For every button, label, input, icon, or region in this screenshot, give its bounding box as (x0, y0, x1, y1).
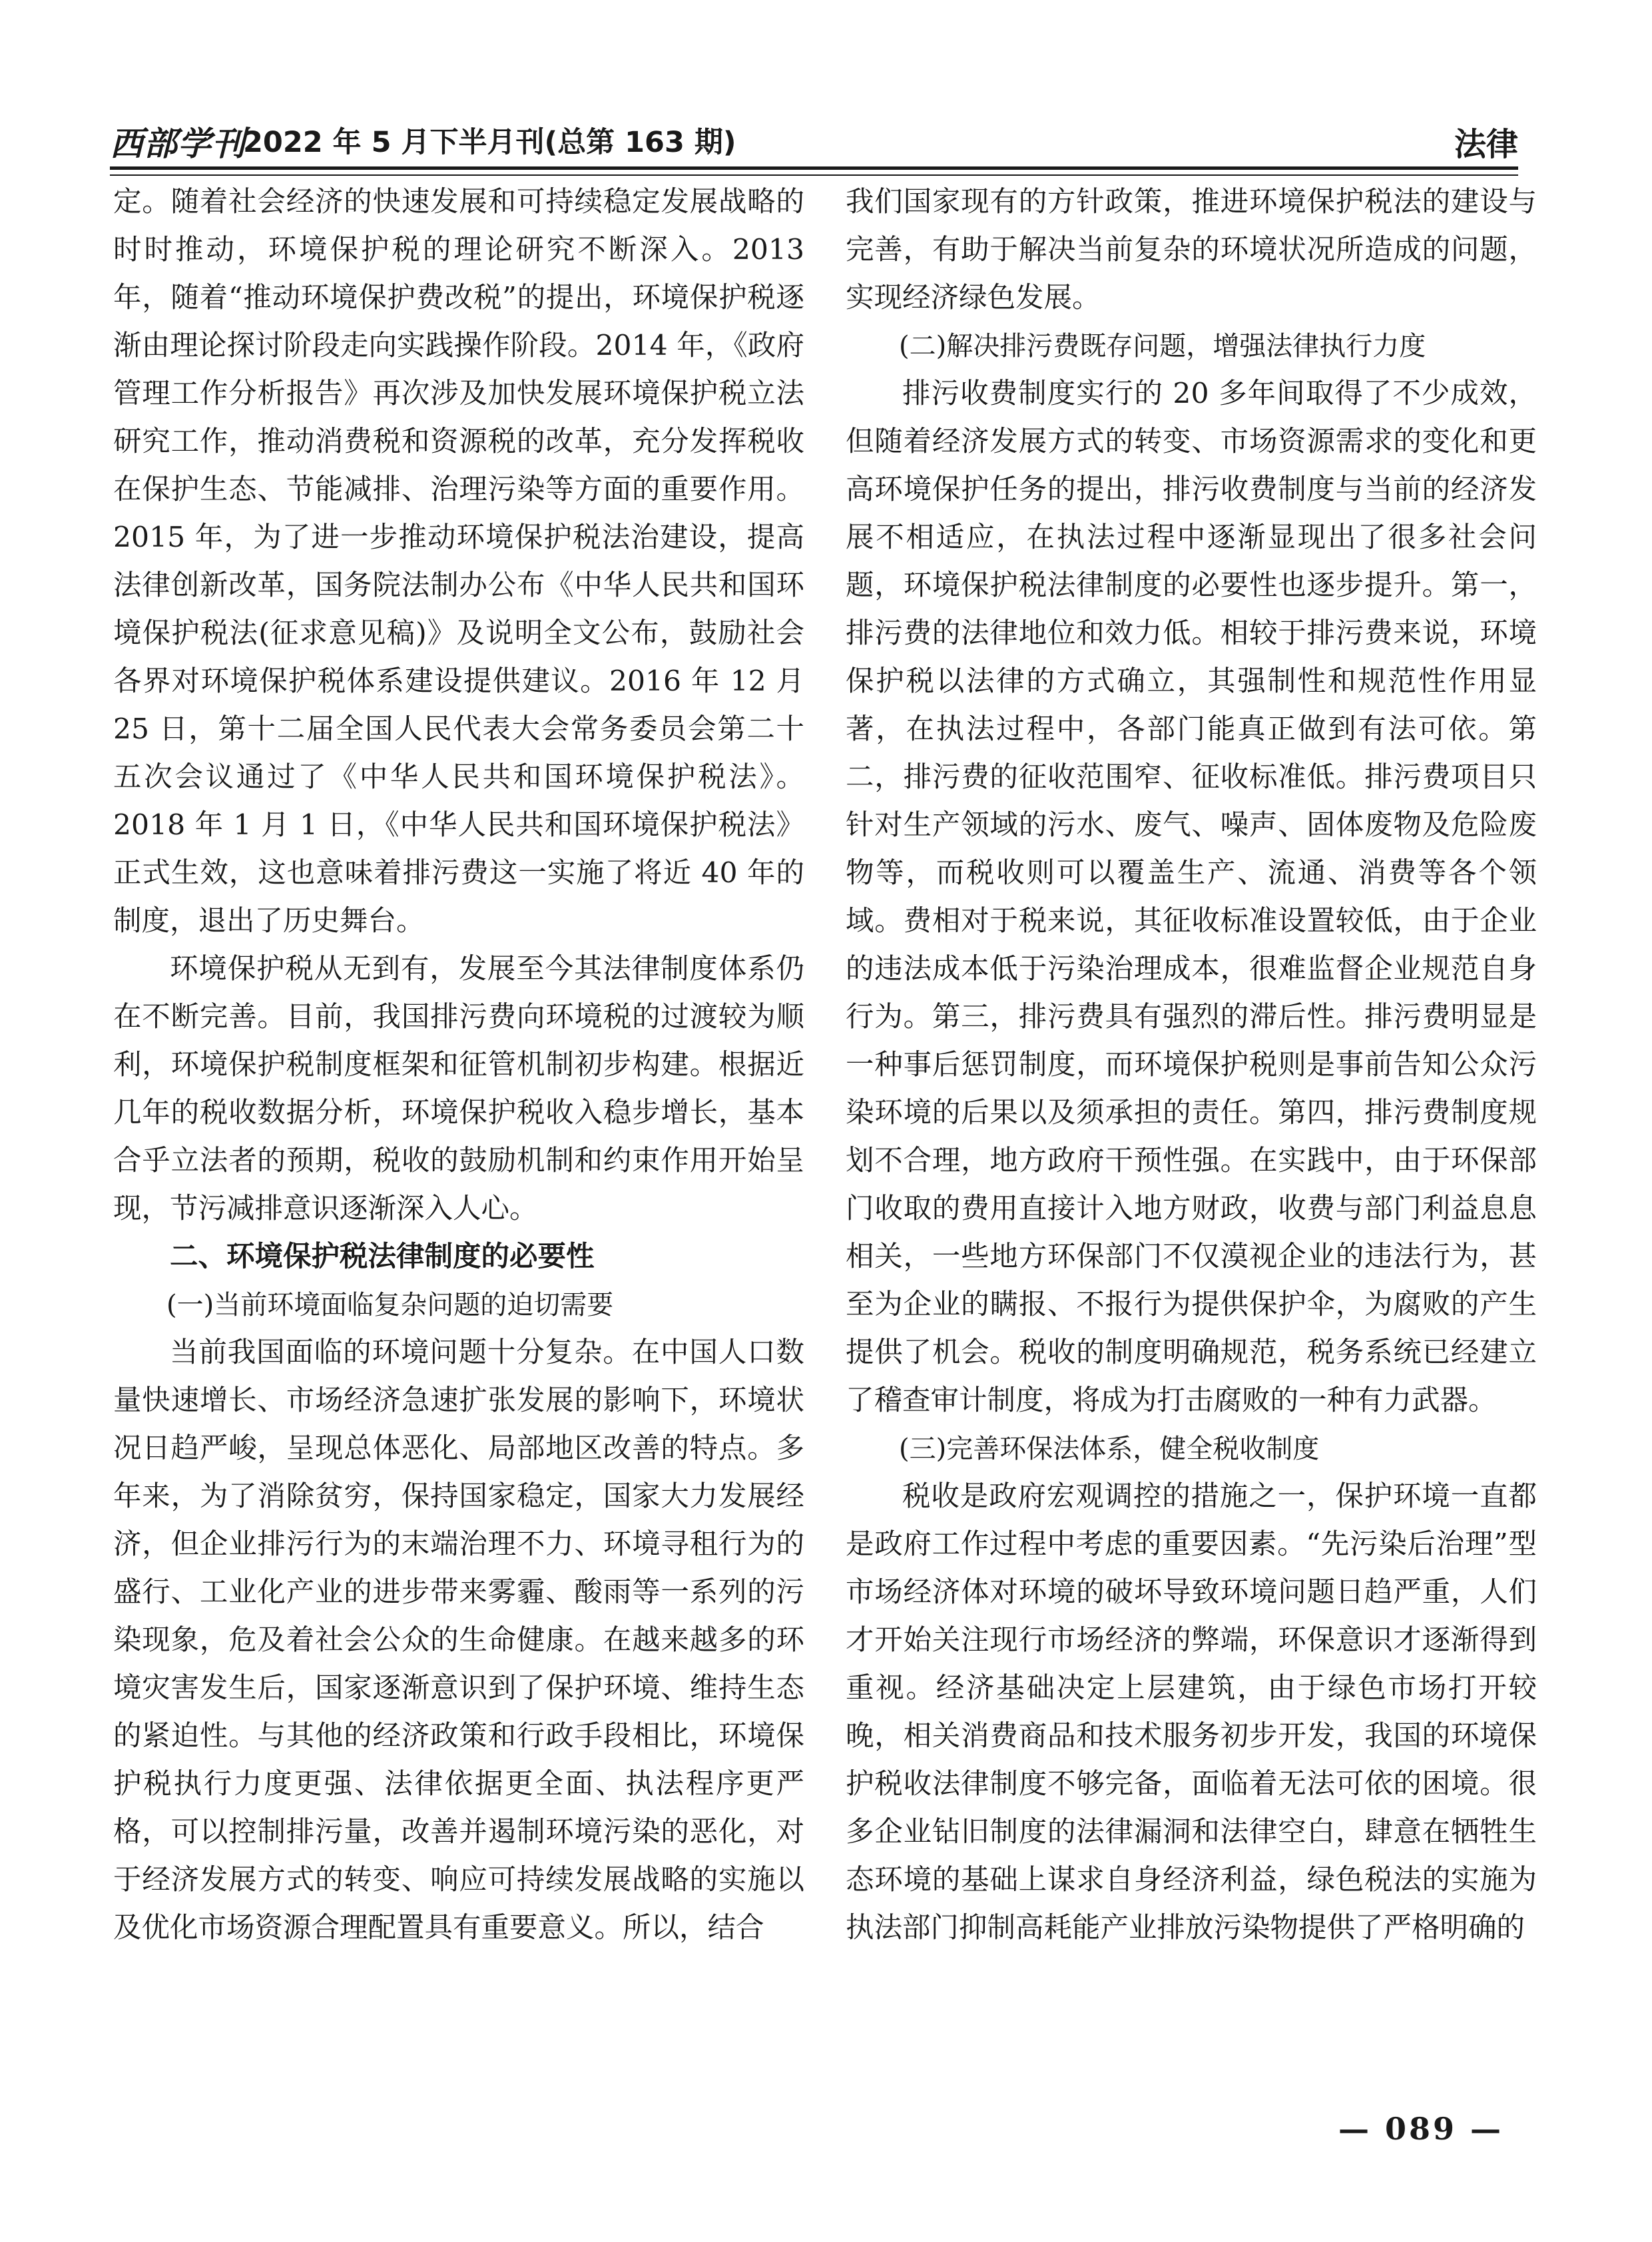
right-paragraph-3: 税收是政府宏观调控的措施之一，保护环境一直都是政府工作过程中考虑的重要因素。“先污染后治理”型市场经济体对环境的破坏导致环境问题日趋严重，人们才开始关注现行市场经济的弊端，环保意识才逐渐得到重视。经济基础决定上层建筑，由于绿色市场打开较晚，相关消费商品和技术服务初步开发，我国的环境保护税收法律制度不够完备，面临着无法可依的困境。很多企业钻旧制度的法律漏洞和法律空白，肆意在牺牲生态环境的基础上谋求自身经济利益，绿色税法的实施为执法部门抑制高耗能产业排放污染物提供了严格明确的 (846, 1480, 1537, 1944)
left-paragraph-3: 当前我国面临的环境问题十分复杂。在中国人口数量快速增长、市场经济急速扩张发展的影响下，环境状况日趋严峻，呈现总体恶化、局部地区改善的特点。多年来，为了消除贫穷，保持国家稳定，国家大力发展经济，但企业排污行为的末端治理不力、环境寻租行为的盛行、工业化产业的进步带来雾霾、酸雨等一系列的污染现象，危及着社会公众的生命健康。在越来越多的环境灾害发生后，国家逐渐意识到了保护环境、维持生态的紧迫性。与其他的经济政策和行政手段相比，环境保护税执行力度更强、法律依据更全面、执法程序更严格，可以控制排污量，改善并遏制环境污染的恶化，对于经济发展方式的转变、响应可持续发展战略的实施以及优化市场资源合理配置具有重要意义。所以，结合 (113, 1336, 804, 1944)
section-name: 法律 (1454, 126, 1518, 163)
subsection-heading-2: (二)解决排污费既存问题，增强法律执行力度 (899, 331, 1426, 362)
issue-info: 2022 年 5 月下半月刊(总第 163 期) (243, 126, 736, 159)
header-rule-thick (110, 166, 1518, 170)
left-paragraph-1: 定。随着社会经济的快速发展和可持续稳定发展战略的时时推动，环境保护税的理论研究不断深入。2013 年，随着“推动环境保护费改税”的提出，环境保护税逐渐由理论探讨阶段走向实践操作阶段。2014 年，《政府管理工作分析报告》再次涉及加快发展环境保护税立法研究工作，推动消费税和资源税的改革，充分发挥税收在保护生态、节能减排、治理污染等方面的重要作用。2015 年，为了进一步推动环境保护税法治建设，提高法律创新改革，国务院法制办公布《中华人民共和国环境保护税法(征求意见稿)》及说明全文公布，鼓励社会各界对环境保护税体系建设提供建议。2016 年 12 月 25 日，第十二届全国人民代表大会常务委员会第二十五次会议通过了《中华人民共和国环境保护税法》。2018 年 1 月 1 日，《中华人民共和国环境保护税法》正式生效，这也意味着排污费这一实施了将近 40 年的制度，退出了历史舞台。 (113, 186, 804, 938)
section-heading-2: 二、环境保护税法律制度的必要性 (170, 1241, 595, 1273)
right-column (846, 178, 1537, 1952)
page-header (110, 112, 1518, 165)
journal-logo: 西部学刊 (110, 124, 246, 163)
header-rule-thin (110, 174, 1518, 176)
right-paragraph-2: 排污收费制度实行的 20 多年间取得了不少成效，但随着经济发展方式的转变、市场资源需求的变化和更高环境保护任务的提出，排污收费制度与当前的经济发展不相适应，在执法过程中逐渐显现出了很多社会问题，环境保护税法律制度的必要性也逐步提升。第一，排污费的法律地位和效力低。相较于排污费来说，环境保护税以法律的方式确立，其强制性和规范性作用显著，在执法过程中，各部门能真正做到有法可依。第二，排污费的征收范围窄、征收标准低。排污费项目只针对生产领域的污水、废气、噪声、固体废物及危险废物等，而税收则可以覆盖生产、流通、消费等各个领域。费相对于税来说，其征收标准设置较低，由于企业的违法成本低于污染治理成本，很难监督企业规范自身行为。第三，排污费具有强烈的滞后性。排污费明显是一种事后惩罚制度，而环境保护税则是事前告知公众污染环境的后果以及须承担的责任。第四，排污费制度规划不合理，地方政府干预性强。在实践中，由于环保部门收取的费用直接计入地方财政，收费与部门利益息息相关，一些地方环保部门不仅漠视企业的违法行为，甚至为企业的瞒报、不报行为提供保护伞，为腐败的产生提供了机会。税收的制度明确规范，税务系统已经建立了稽查审计制度，将成为打击腐败的一种有力武器。 (846, 378, 1537, 1417)
right-paragraph-1: 我们国家现有的方针政策，推进环境保护税法的建设与完善，有助于解决当前复杂的环境状况所造成的问题，实现经济绿色发展。 (846, 186, 1537, 314)
page-number: — 089 — (1338, 2111, 1504, 2147)
left-paragraph-2: 环境保护税从无到有，发展至今其法律制度体系仍在不断完善。目前，我国排污费向环境税的过渡较为顺利，环境保护税制度框架和征管机制初步构建。根据近几年的税收数据分析，环境保护税收入稳步增长，基本合乎立法者的预期，税收的鼓励机制和约束作用开始呈现，节污减排意识逐渐深入人心。 (113, 953, 804, 1225)
left-column (113, 178, 804, 1952)
subsection-heading-1: (一)当前环境面临复杂问题的迫切需要 (166, 1290, 614, 1320)
subsection-heading-3: (三)完善环保法体系，健全税收制度 (899, 1434, 1320, 1464)
